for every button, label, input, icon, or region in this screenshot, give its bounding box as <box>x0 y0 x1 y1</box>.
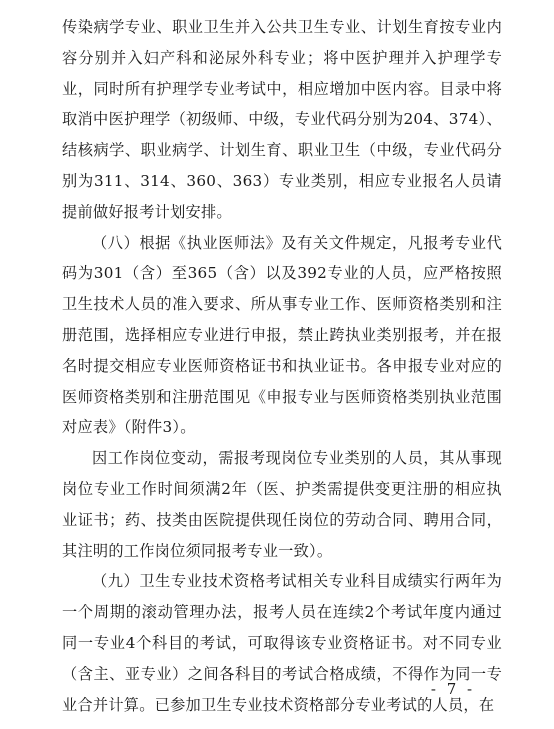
paragraph-job-change: 因工作岗位变动，需报考现岗位专业类别的人员，其从事现岗位专业工作时间须满2年（医、护类需提供变更注册的相应执业证书；药、技类由医院提供现任岗位的劳动合同、聘用合同，其注明的工作岗位须同报考专业一致）。 <box>62 449 502 560</box>
document-body <box>62 12 502 720</box>
paragraph-section-9: （九）卫生专业技术资格考试相关专业科目成绩实行两年为一个周期的滚动管理办法，报考人员在连续2个考试年度内通过同一专业4个科目的考试，可取得该专业资格证书。对不同专业（含主、亚专业）之间各科目的考试合格成绩，不得作为同一专业合并计算。已参加卫生专业技术资格部分专业考试的人员，在 <box>62 572 502 714</box>
paragraph-section-8: （八）根据《执业医师法》及有关文件规定，凡报考专业代码为301（含）至365（含）以及392专业的人员，应严格按照卫生技术人员的准入要求、所从事专业工作、医师资格类别和注册范围，选择相应专业进行申报，禁止跨执业类别报考，并在报名时提交相应专业医师资格证书和执业证书。各申报专业对应的医师资格类别和注册范围见《申报专业与医师资格类别执业范围对应表》（附件3）。 <box>62 233 502 437</box>
paragraph-continuation: 传染病学专业、职业卫生并入公共卫生专业、计划生育按专业内容分别并入妇产科和泌尿外科专业；将中医护理并入护理学专业，同时所有护理学专业考试中，相应增加中医内容。目录中将取消中医护理学（初级师、中级，专业代码分别为204、374）、结核病学、职业病学、计划生育、职业卫生（中级，专业代码分别为311、314、360、363）专业类别，相应专业报名人员请提前做好报考计划安排。 <box>62 18 502 221</box>
page-number: - 7 - <box>430 680 476 698</box>
